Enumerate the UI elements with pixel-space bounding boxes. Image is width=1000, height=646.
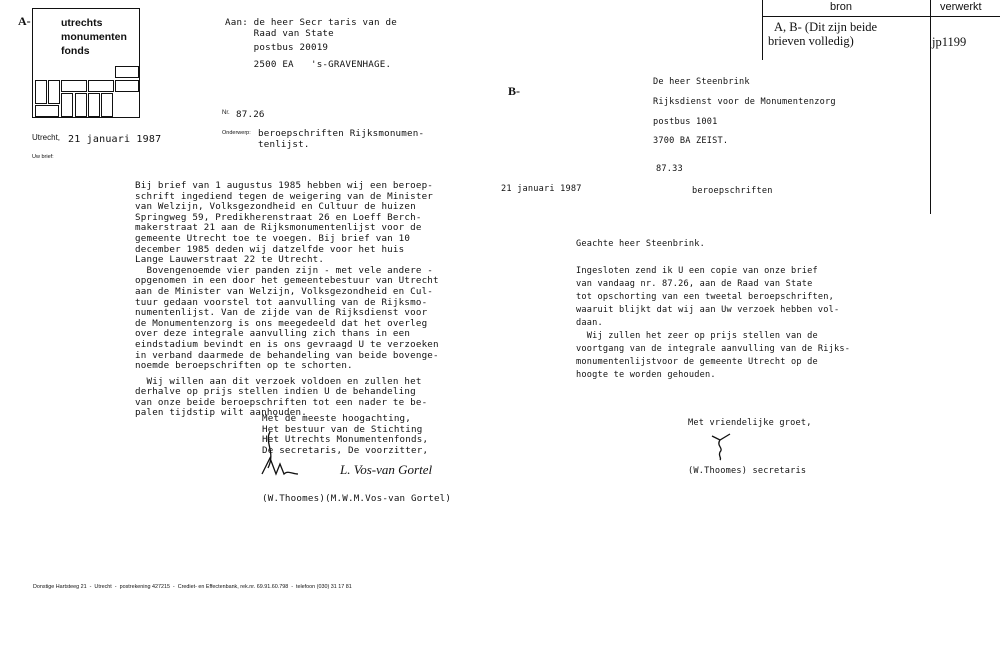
body-line: voortgang van de integrale aanvulling van de Rijks- (576, 344, 851, 354)
letter-a-subject-2: tenlijst. (258, 139, 310, 150)
body-line: december 1985 deden wij datzelfde voor het huis (135, 243, 405, 255)
closing-line: Met de meeste hoogachting, (262, 413, 412, 424)
body-line: van onze beide beroepschriften tot een nader te be- (135, 396, 428, 408)
body-line: de Monumentenzorg is ons meegedeeld dat het overleg (135, 317, 428, 329)
recipient-line: 2500 EA 's-GRAVENHAGE. (225, 59, 392, 70)
body-line: makerstraat 21 aan de Rijksmonumentenlijst voor de (135, 222, 422, 234)
body-line: Ingesloten zend ik U een copie van onze brief (576, 266, 818, 276)
signature-vos-van-gortel: L. Vos-van Gortel (340, 462, 433, 477)
table-header-processed: verwerkt (940, 1, 982, 13)
body-line: tuur gedaan voorstel tot aanvulling van de Rijksmo- (135, 296, 428, 308)
body-line: van vandaag nr. 87.26, aan de Raad van State (576, 279, 813, 289)
body-line: tot opschorting van een tweetal beroepschriften, (576, 292, 834, 302)
letter-b-signatory: (W.Thoomes) secretaris (688, 466, 807, 476)
signature-thoomes (258, 430, 308, 480)
letter-b-salutation: Geachte heer Steenbrink. (576, 239, 705, 249)
letter-a-signatories: (W.Thoomes)(M.W.M.Vos-van Gortel) (262, 493, 452, 504)
recipient-line: postbus 20019 (225, 42, 329, 53)
recipient-line: Rijksdienst voor de Monumentenzorg (653, 97, 836, 107)
recipient-line: Aan: de heer Secr taris van de (225, 17, 397, 28)
closing-line: Het Utrechts Monumentenfonds, (262, 434, 429, 446)
body-line: schrift ingediend tegen de weigering van de Minister (135, 190, 434, 202)
letter-a-marker: A- (18, 14, 31, 28)
processed-value: jp1199 (932, 35, 967, 49)
letter-b-date: 21 januari 1987 (501, 184, 582, 194)
body-line: palen tijdstip wilt aanhouden. (135, 407, 307, 419)
letter-a-body (135, 181, 439, 419)
recipient-line: 3700 BA ZEIST. (653, 136, 729, 146)
letter-b-body (576, 266, 850, 383)
table-border-left (762, 0, 763, 60)
closing-line: Het bestuur van de Stichting (262, 423, 423, 435)
letter-a-date: 21 januari 1987 (68, 134, 162, 145)
body-line: noemde beroepschriften op te schorten. (135, 360, 353, 372)
body-line: waaruit blijkt dat wij aan Uw verzoek hebben vol- (576, 305, 840, 315)
table-border-middle (930, 0, 931, 214)
logo-text-2: monumenten (61, 31, 127, 43)
recipient-line: Raad van State (225, 28, 334, 39)
body-line: over deze integrale aanvulling zich thans in een (135, 328, 411, 340)
body-line: van Welzijn, Volksgezondheid en Cultuur de huizen (135, 201, 416, 213)
logo-text-3: fonds (61, 45, 90, 57)
body-line: in verband daarmede de behandeling van beide bovenge- (135, 349, 439, 361)
body-line: numentenlijst. Van de zijde van de Rijksdienst voor (135, 307, 428, 319)
letter-b-marker: B- (508, 84, 520, 98)
monumentenfonds-logo (32, 8, 140, 118)
letter-b-closing: Met vriendelijke groet, (688, 418, 812, 428)
body-line: opgenomen in een door het gemeentebestuur van Utrecht (135, 275, 439, 287)
closing-line: De secretaris, De voorzitter, (262, 444, 429, 456)
body-line: aan de Minister van Welzijn, Volksgezondheid en Cul- (135, 285, 434, 297)
letter-a-subject-1: beroepschriften Rijksmonumen- (258, 128, 425, 139)
body-line: gemeente Utrecht toe te voegen. Bij brief van 10 (135, 232, 411, 244)
place-label: Utrecht, (32, 133, 61, 142)
letter-a-footer: Donstige Hartsteeg 21 - Utrecht - postrekening 427215 - Crediet- en Effectenbank, rek.nr. 69.91.60.798 - telefoon (030) 31 17 81 (33, 584, 352, 590)
body-line: Wij willen aan dit verzoek voldoen en zullen het (135, 375, 422, 387)
subject-label: Onderwerp: (222, 130, 251, 136)
table-header-divider (762, 16, 1000, 17)
body-line: hoogte te worden gehouden. (576, 370, 716, 380)
signature-thoomes-b (710, 432, 734, 462)
table-header-source: bron (830, 1, 853, 13)
your-letter-label: Uw brief: (32, 154, 54, 160)
letter-b-number: 87.33 (656, 164, 683, 174)
number-label: Nr. (222, 110, 230, 116)
body-line: eindstadium bevindt en is ons gevraagd U te verzoeken (135, 338, 439, 350)
letter-b-subject: beroepschriften (692, 186, 773, 196)
body-line: monumentenlijstvoor de gemeente Utrecht op de (576, 357, 818, 367)
recipient-line: De heer Steenbrink (653, 77, 750, 87)
letter-a-number: 87.26 (236, 109, 265, 120)
body-line: Bovengenoemde vier panden zijn - met vele andere - (135, 264, 434, 276)
logo-text-1: utrechts (61, 17, 103, 29)
body-line: Springweg 59, Predikherenstraat 26 en Loeff Berch- (135, 211, 422, 223)
body-line: Lange Lauwerstraat 22 te Utrecht. (135, 254, 325, 266)
body-line: Wij zullen het zeer op prijs stellen van de (576, 331, 818, 341)
body-line: daan. (576, 318, 603, 328)
source-value-line-2: brieven volledig) (768, 34, 854, 48)
body-line: derhalve op prijs stellen indien U de behandeling (135, 386, 416, 398)
source-value-line-1: A, B- (Dit zijn beide (774, 20, 878, 34)
recipient-line: postbus 1001 (653, 117, 718, 127)
body-line: Bij brief van 1 augustus 1985 hebben wij een beroep- (135, 180, 434, 191)
